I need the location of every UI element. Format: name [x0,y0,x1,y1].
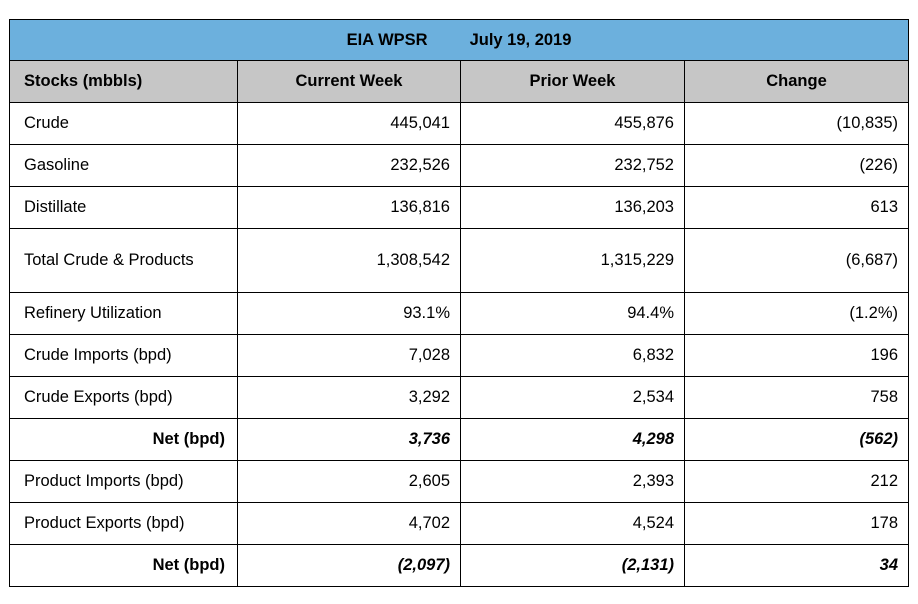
column-header-prior-week: Prior Week [461,61,685,103]
table-row [10,503,909,545]
row-current-week: (2,097) [238,545,461,587]
row-change: (562) [685,419,909,461]
row-change: (226) [685,145,909,187]
table-row-net-crude [10,419,909,461]
table-row [10,377,909,419]
row-label: Refinery Utilization [10,293,238,335]
row-change: 196 [685,335,909,377]
table-row [10,145,909,187]
report-date: July 19, 2019 [469,30,572,49]
row-current-week: 3,736 [238,419,461,461]
row-label: Net (bpd) [10,545,238,587]
row-label: Distillate [10,187,238,229]
column-header-change: Change [685,61,909,103]
table-row [10,461,909,503]
row-change: 178 [685,503,909,545]
row-change: 34 [685,545,909,587]
row-current-week: 136,816 [238,187,461,229]
eia-wpsr-table-container [9,19,908,587]
row-change: (10,835) [685,103,909,145]
row-label: Crude Exports (bpd) [10,377,238,419]
row-label: Product Exports (bpd) [10,503,238,545]
table-row [10,293,909,335]
row-prior-week: 136,203 [461,187,685,229]
table-row [10,335,909,377]
table-row-net-product [10,545,909,587]
table-title-cell [10,20,909,61]
column-header-current-week: Current Week [238,61,461,103]
report-name: EIA WPSR [346,30,428,49]
row-prior-week: 455,876 [461,103,685,145]
table-row [10,229,909,293]
row-prior-week: 4,298 [461,419,685,461]
row-change: 613 [685,187,909,229]
eia-wpsr-table [9,19,909,587]
row-current-week: 2,605 [238,461,461,503]
row-prior-week: (2,131) [461,545,685,587]
row-label: Net (bpd) [10,419,238,461]
row-prior-week: 2,393 [461,461,685,503]
row-label: Product Imports (bpd) [10,461,238,503]
row-label: Crude [10,103,238,145]
row-current-week: 445,041 [238,103,461,145]
row-current-week: 3,292 [238,377,461,419]
row-current-week: 1,308,542 [238,229,461,293]
row-label: Gasoline [10,145,238,187]
row-label: Total Crude & Products [10,229,238,293]
row-change: (1.2%) [685,293,909,335]
table-title-row [10,20,909,61]
column-header-stocks: Stocks (mbbls) [10,61,238,103]
row-current-week: 4,702 [238,503,461,545]
row-prior-week: 4,524 [461,503,685,545]
table-row [10,187,909,229]
row-current-week: 93.1% [238,293,461,335]
row-prior-week: 1,315,229 [461,229,685,293]
row-current-week: 232,526 [238,145,461,187]
row-current-week: 7,028 [238,335,461,377]
row-prior-week: 232,752 [461,145,685,187]
row-change: (6,687) [685,229,909,293]
table-row [10,103,909,145]
row-prior-week: 94.4% [461,293,685,335]
table-header-row [10,61,909,103]
row-label: Crude Imports (bpd) [10,335,238,377]
row-prior-week: 6,832 [461,335,685,377]
row-change: 758 [685,377,909,419]
row-prior-week: 2,534 [461,377,685,419]
row-change: 212 [685,461,909,503]
